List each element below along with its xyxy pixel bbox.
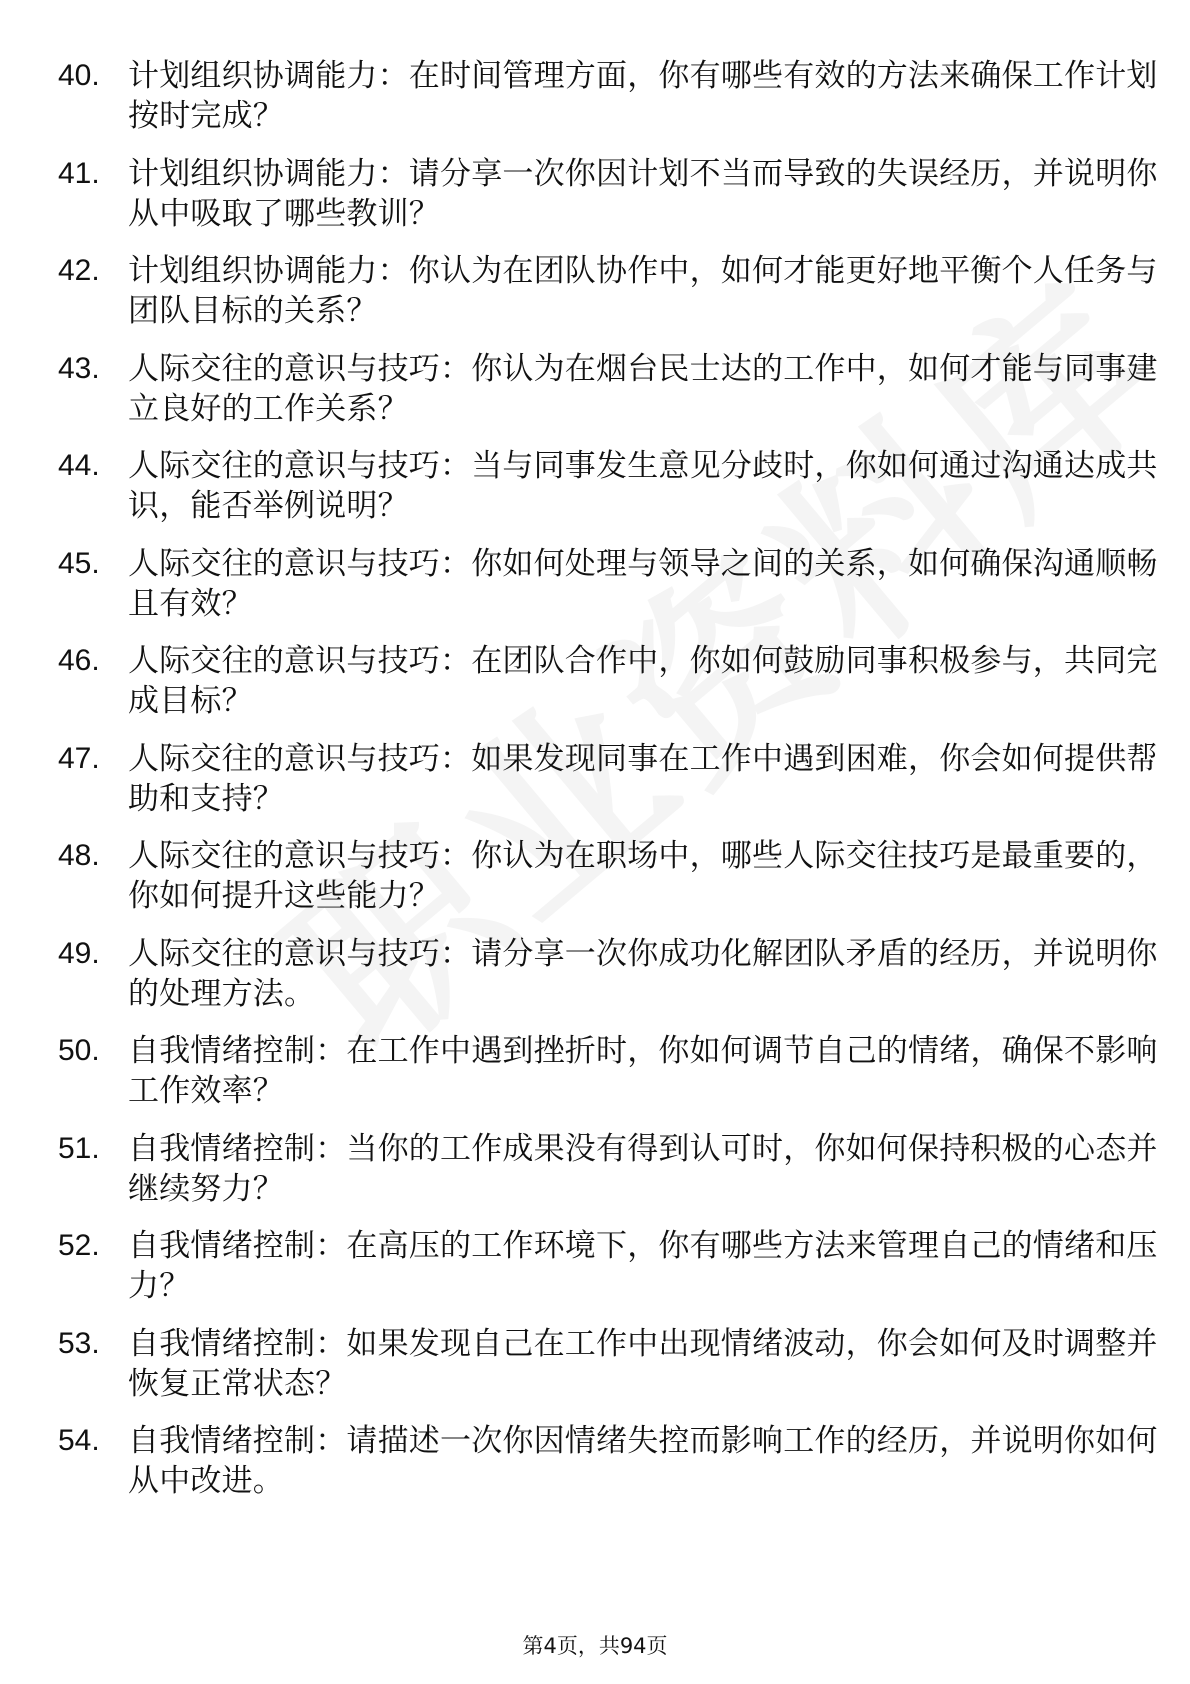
question-text: 自我情绪控制：请描述一次你因情绪失控而影响工作的经历，并说明你如何从中改进。 (128, 1423, 1158, 1499)
question-number: 43. (58, 351, 100, 385)
list-item (58, 349, 1158, 447)
question-number: 49. (58, 936, 100, 970)
question-number: 40. (58, 59, 100, 92)
question-text: 计划组织协调能力：请分享一次你因计划不当而导致的失误经历，并说明你从中吸取了哪些教训？ (128, 155, 1158, 232)
question-number: 41. (58, 156, 100, 190)
question-text: 人际交往的意识与技巧：你认为在烟台民士达的工作中，如何才能与同事建立良好的工作关系？ (128, 350, 1158, 427)
list-item (58, 1129, 1158, 1227)
question-number: 54. (58, 1424, 100, 1457)
question-text: 人际交往的意识与技巧：请分享一次你成功化解团队矛盾的经历，并说明你的处理方法。 (128, 935, 1158, 1012)
list-item (58, 934, 1158, 1032)
question-number: 53. (58, 1326, 100, 1360)
list-item (58, 446, 1158, 544)
question-number: 50. (58, 1034, 100, 1067)
question-number: 42. (58, 254, 100, 287)
question-text: 自我情绪控制：当你的工作成果没有得到认可时，你如何保持积极的心态并继续努力？ (128, 1130, 1158, 1207)
page-footer: 第4页，共94页 (522, 1634, 668, 1658)
list-item (58, 739, 1158, 837)
list-item (58, 251, 1158, 349)
question-text: 人际交往的意识与技巧：你认为在职场中，哪些人际交往技巧是最重要的，你如何提升这些能力？ (128, 838, 1158, 914)
question-text: 计划组织协调能力：你认为在团队协作中，如何才能更好地平衡个人任务与团队目标的关系？ (128, 253, 1158, 329)
list-item (58, 836, 1158, 934)
list-item (58, 1324, 1158, 1422)
question-number: 46. (58, 644, 100, 677)
question-text: 人际交往的意识与技巧：在团队合作中，你如何鼓励同事积极参与，共同完成目标？ (128, 643, 1158, 719)
list-item (58, 1226, 1158, 1324)
question-text: 自我情绪控制：在高压的工作环境下，你有哪些方法来管理自己的情绪和压力？ (128, 1228, 1158, 1304)
list-item (58, 56, 1158, 154)
question-text: 计划组织协调能力：在时间管理方面，你有哪些有效的方法来确保工作计划按时完成？ (128, 58, 1158, 134)
list-item (58, 544, 1158, 642)
question-text: 人际交往的意识与技巧：你如何处理与领导之间的关系，如何确保沟通顺畅且有效？ (128, 545, 1158, 622)
question-text: 人际交往的意识与技巧：如果发现同事在工作中遇到困难，你会如何提供帮助和支持？ (128, 740, 1158, 817)
question-number: 52. (58, 1229, 100, 1262)
list-item (58, 1031, 1158, 1129)
question-text: 自我情绪控制：如果发现自己在工作中出现情绪波动，你会如何及时调整并恢复正常状态？ (128, 1325, 1158, 1402)
question-number: 48. (58, 839, 100, 872)
question-number: 44. (58, 449, 100, 482)
question-text: 人际交往的意识与技巧：当与同事发生意见分歧时，你如何通过沟通达成共识，能否举例说明？ (128, 448, 1158, 524)
list-item (58, 1421, 1158, 1519)
question-number: 47. (58, 741, 100, 775)
list-item (58, 641, 1158, 739)
question-number: 45. (58, 546, 100, 580)
question-text: 自我情绪控制：在工作中遇到挫折时，你如何调节自己的情绪，确保不影响工作效率？ (128, 1033, 1158, 1109)
question-list (58, 56, 1158, 1519)
question-number: 51. (58, 1131, 100, 1165)
list-item (58, 154, 1158, 252)
